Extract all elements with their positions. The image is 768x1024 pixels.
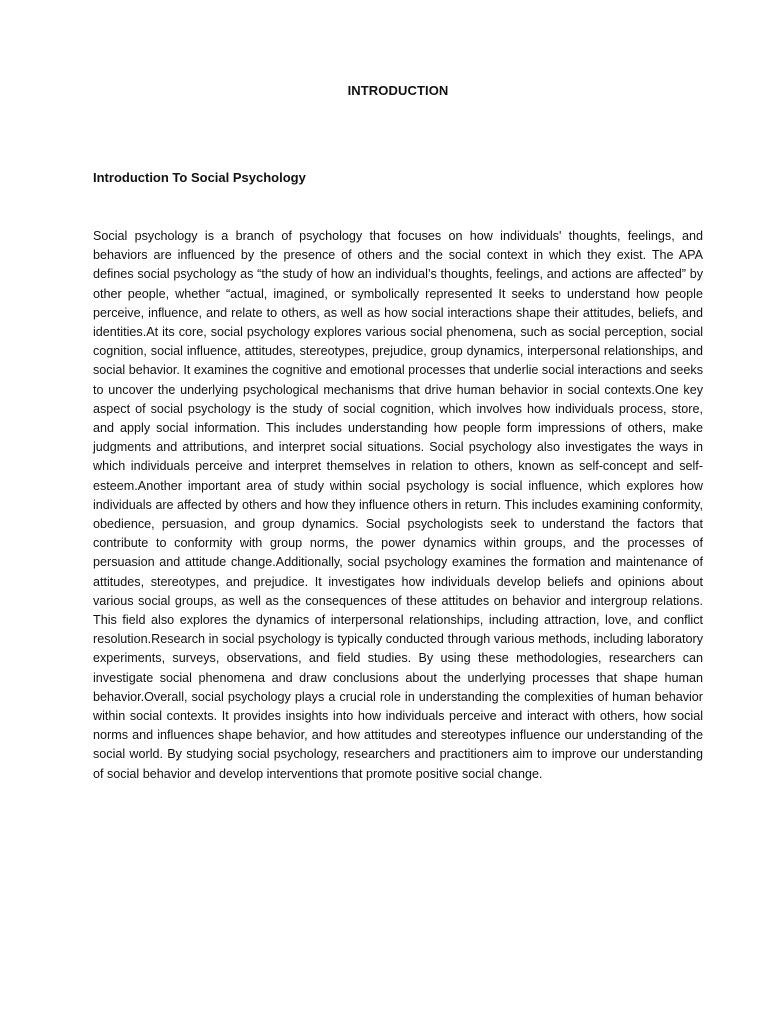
document-title: INTRODUCTION (347, 83, 449, 98)
section-heading: Introduction To Social Psychology (93, 170, 306, 185)
body-paragraph: Social psychology is a branch of psychology that focuses on how individuals' thoughts, feelings, and behaviors are influenced by the presence of others and the social context in which they exist. The APA defines social psychology as “the study of how an individual’s thoughts, feelings, and actions are affected” by other people, whether “actual, imagined, or symbolically represented It seeks to understand how people perceive, influence, and relate to others, as well as how social interactions shape their attitudes, beliefs, and identities.At its core, social psychology explores various social phenomena, such as social perception, social cognition, social influence, attitudes, stereotypes, prejudice, group dynamics, interpersonal relationships, and social behavior. It examines the cognitive and emotional processes that underlie social interactions and seeks to uncover the underlying psychological mechanisms that drive human behavior in social contexts.One key aspect of social psychology is the study of social cognition, which involves how individuals process, store, and apply social information. This includes understanding how people form impressions of others, make judgments and attributions, and interpret social situations. Social psychology also investigates the ways in which individuals perceive and interpret themselves in relation to others, known as self-concept and self-esteem.Another important area of study within social psychology is social influence, which explores how individuals are affected by others and how they influence others in return. This includes examining conformity, obedience, persuasion, and group dynamics. Social psychologists seek to understand the factors that contribute to conformity with group norms, the power dynamics within groups, and the processes of persuasion and attitude change.Additionally, social psychology examines the formation and maintenance of attitudes, stereotypes, and prejudice. It investigates how individuals develop beliefs and opinions about various social groups, as well as the consequences of these attitudes on behavior and intergroup relations. This field also explores the dynamics of interpersonal relationships, including attraction, love, and conflict resolution.Research in social psychology is typically conducted through various methods, including laboratory experiments, surveys, observations, and field studies. By using these methodologies, researchers can investigate social phenomena and draw conclusions about the underlying processes that shape human behavior.Overall, social psychology plays a crucial role in understanding the complexities of human behavior within social contexts. It provides insights into how individuals perceive and interact with others, how social norms and influences shape behavior, and how attitudes and stereotypes influence our understanding of the social world. By studying social psychology, researchers and practitioners aim to improve our understanding of social behavior and develop interventions that promote positive social change. (93, 229, 703, 781)
